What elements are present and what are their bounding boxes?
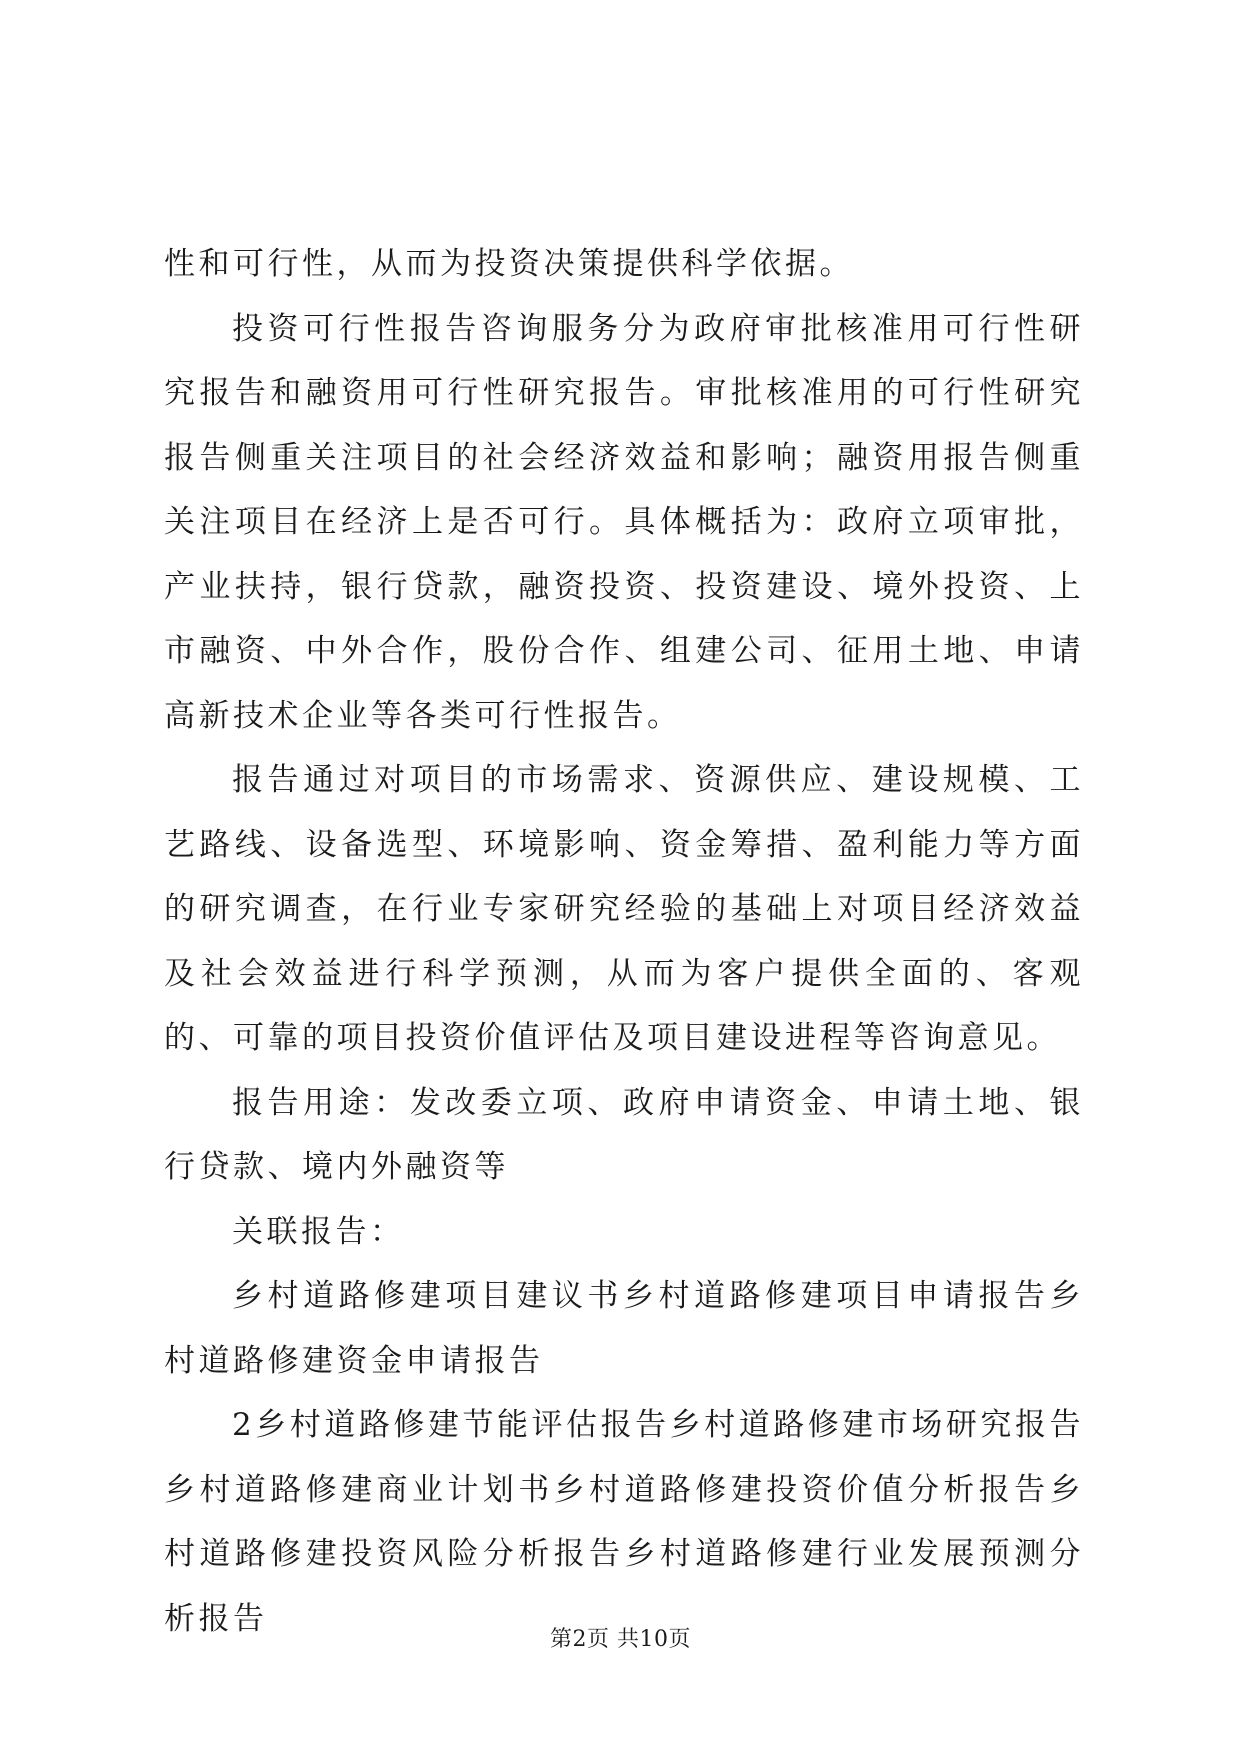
paragraph-report-usage: 报告用途：发改委立项、政府申请资金、申请土地、银行贷款、境内外融资等 <box>164 1084 1084 1185</box>
paragraph-related-heading: 关联报告： <box>232 1213 405 1250</box>
paragraph-continuation: 性和可行性，从而为投资决策提供科学依据。 <box>164 246 854 282</box>
paragraph-related-list-2: 2乡村道路修建节能评估报告乡村道路修建市场研究报告乡村道路修建商业计划书乡村道路修建投资价值分析报告乡村道路修建投资风险分析报告乡村道路修建行业发展预测分析报告 <box>164 1407 1084 1637</box>
page-footer: 第2页 共10页 <box>550 1627 691 1652</box>
paragraph-related-list-1: 乡村道路修建项目建议书乡村道路修建项目申请报告乡村道路修建资金申请报告 <box>164 1278 1084 1379</box>
paragraph-report-method: 报告通过对项目的市场需求、资源供应、建设规模、工艺路线、设备选型、环境影响、资金筹措、盈利能力等方面的研究调查，在行业专家研究经验的基础上对项目经济效益及社会效益进行科学预测，从而为客户提供全面的、客观的、可靠的项目投资价值评估及项目建设进程等咨询意见。 <box>164 762 1084 1056</box>
paragraph-service-types: 投资可行性报告咨询服务分为政府审批核准用可行性研究报告和融资用可行性研究报告。审批核准用的可行性研究报告侧重关注项目的社会经济效益和影响；融资用报告侧重关注项目在经济上是否可行。具体概括为：政府立项审批，产业扶持，银行贷款，融资投资、投资建设、境外投资、上市融资、中外合作，股份合作、组建公司、征用土地、申请高新技术企业等各类可行性报告。 <box>164 310 1084 734</box>
body-text <box>164 232 1084 1651</box>
